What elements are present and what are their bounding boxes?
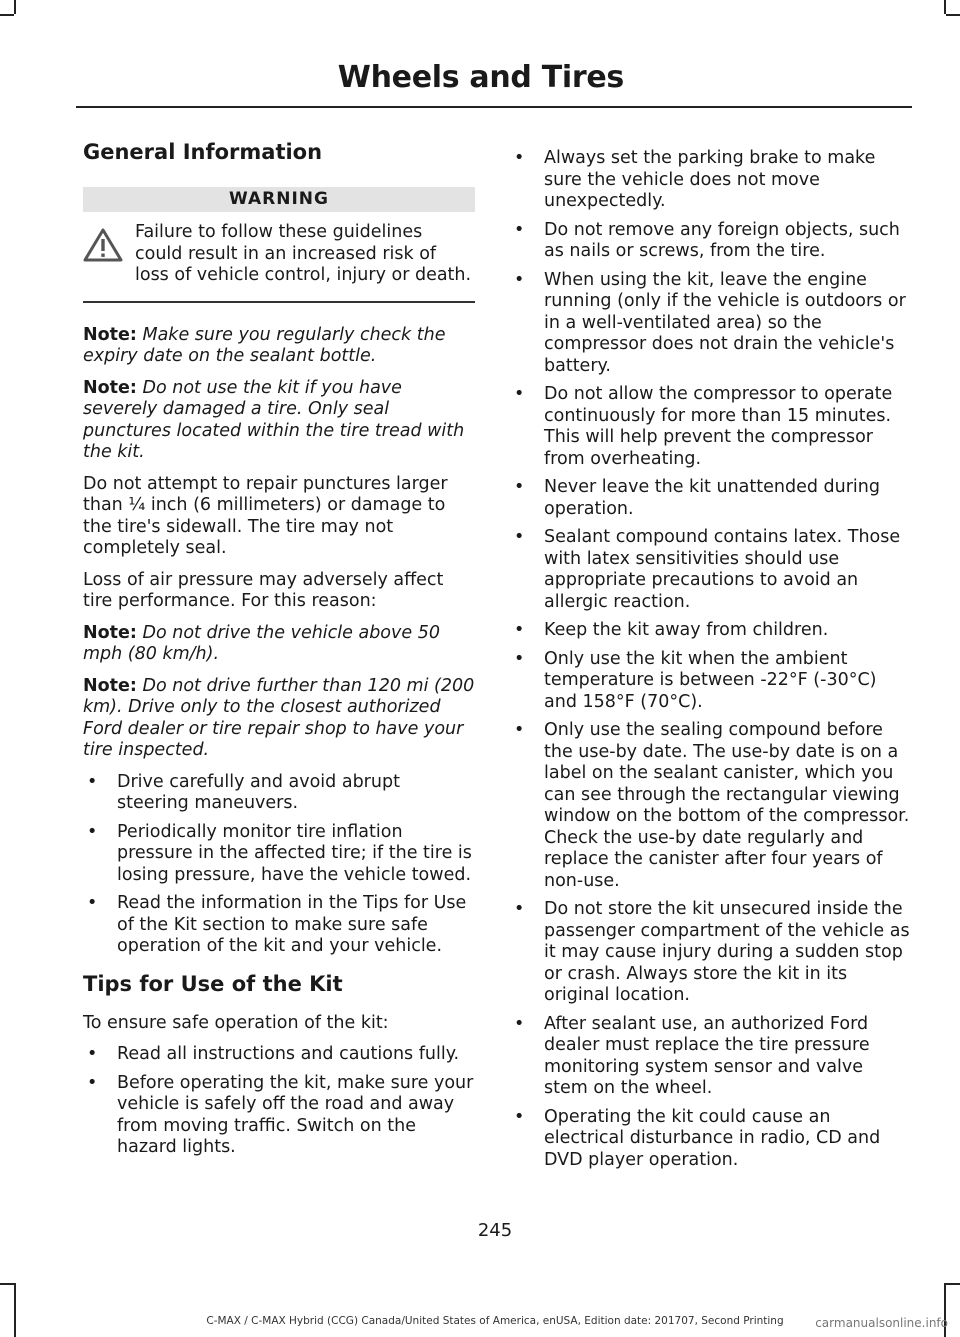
list-item: • After sealant use, an authorized Ford dealer must replace the tire pressure monitoring system sensor and valve stem on the wheel. [510,1014,910,1100]
list-item: • Before operating the kit, make sure your vehicle is safely off the road and away from moving traffic. Switch on the hazard lights. [83,1073,475,1159]
note-text: Do not drive the vehicle above 50 mph (80 km/h). [83,622,440,665]
warning-text: Failure to follow these guidelines could result in an increased risk of loss of vehicle control, injury or death. [135,222,472,286]
watermark: carmanualsonline.info [815,1316,948,1330]
note-text: Do not drive further than 120 mi (200 km). Drive only to the closest authorized Ford dealer or tire repair shop to have your tire inspected. [83,675,475,761]
list-item: • Only use the sealing compound before the use-by date. The use-by date is on a label on the sealant canister, which you can see through the rectangular viewing window on the bottom of the compressor. Check the use-by date regularly and replace the canister after four years of non-use. [510,720,910,892]
general-information-heading: General Information [83,140,323,164]
crop-mark-top-right [944,0,946,14]
crop-mark-top-left [14,0,16,14]
list-item: • Sealant compound contains latex. Those with latex sensitivities should use appropriate precautions to avoid an allergic reaction. [510,527,910,613]
crop-mark-top-right-h [946,14,960,16]
list-item: • Always set the parking brake to make sure the vehicle does not move unexpectedly. [510,148,910,213]
tips-list [83,1044,475,1159]
crop-mark-bottom-left [0,1283,14,1285]
page-number: 245 [477,1220,513,1241]
tips-heading: Tips for Use of the Kit [83,971,343,996]
paragraph-air-pressure: Loss of air pressure may adversely affect tire performance. For this reason: [83,569,444,612]
right-column [510,148,910,1179]
note-speed [83,623,475,666]
left-column [83,140,475,1167]
note-expiry [83,325,475,368]
crop-mark-bottom-right [946,1283,960,1285]
note-severe-damage [83,378,475,464]
note-label: Note: [83,675,137,696]
list-item: • Never leave the kit unattended during operation. [510,477,910,520]
crop-mark-top-left-h [0,14,14,16]
title-rule [76,106,912,108]
list-item: • Read all instructions and cautions fully. [83,1044,475,1066]
note-distance [83,676,475,762]
list-item: • Operating the kit could cause an electrical disturbance in radio, CD and DVD player operation. [510,1107,910,1172]
paragraph-punctures: Do not attempt to repair punctures larger than ¼ inch (6 millimeters) or damage to the tire's sidewall. The tire may not completely seal. [83,473,448,559]
list-item: • Only use the kit when the ambient temperature is between -22°F (-30°C) and 158°F (70°C). [510,649,910,714]
warning-box [83,187,475,303]
warning-body [83,212,475,303]
warning-triangle-icon [83,222,135,287]
page-title: Wheels and Tires [337,60,624,95]
note-text: Make sure you regularly check the expiry date on the sealant bottle. [83,324,446,367]
list-item: • When using the kit, leave the engine running (only if the vehicle is outdoors or in a well-ventilated area) so the compressor does not drain the vehicle's battery. [510,270,910,378]
note-text: Do not use the kit if you have severely damaged a tire. Only seal punctures located within the tire tread with the kit. [83,377,465,463]
list-item: • Do not remove any foreign objects, such as nails or screws, from the tire. [510,220,910,263]
note-label: Note: [83,324,137,345]
note-label: Note: [83,622,137,643]
warning-label: WARNING [83,187,475,212]
list-item: • Drive carefully and avoid abrupt steering maneuvers. [83,772,475,815]
list-item: • Do not store the kit unsecured inside the passenger compartment of the vehicle as it may cause injury during a sudden stop or crash. Always store the kit in its original location. [510,899,910,1007]
tips-intro: To ensure safe operation of the kit: [83,1012,389,1033]
crop-mark-bottom-left-v [14,1283,16,1337]
precautions-list [83,772,475,958]
list-item: • Periodically monitor tire inflation pressure in the affected tire; if the tire is losing pressure, have the vehicle towed. [83,822,475,887]
list-item: • Keep the kit away from children. [510,620,910,642]
note-label: Note: [83,377,137,398]
tips-list-continued [510,148,910,1171]
list-item: • Do not allow the compressor to operate continuously for more than 15 minutes. This will help prevent the compressor from overheating. [510,384,910,470]
list-item: • Read the information in the Tips for Use of the Kit section to make sure safe operation of the kit and your vehicle. [83,893,475,958]
footer-text: C-MAX / C-MAX Hybrid (CCG) Canada/United States of America, enUSA, Edition date: 201707, Second Printing [206,1315,784,1327]
